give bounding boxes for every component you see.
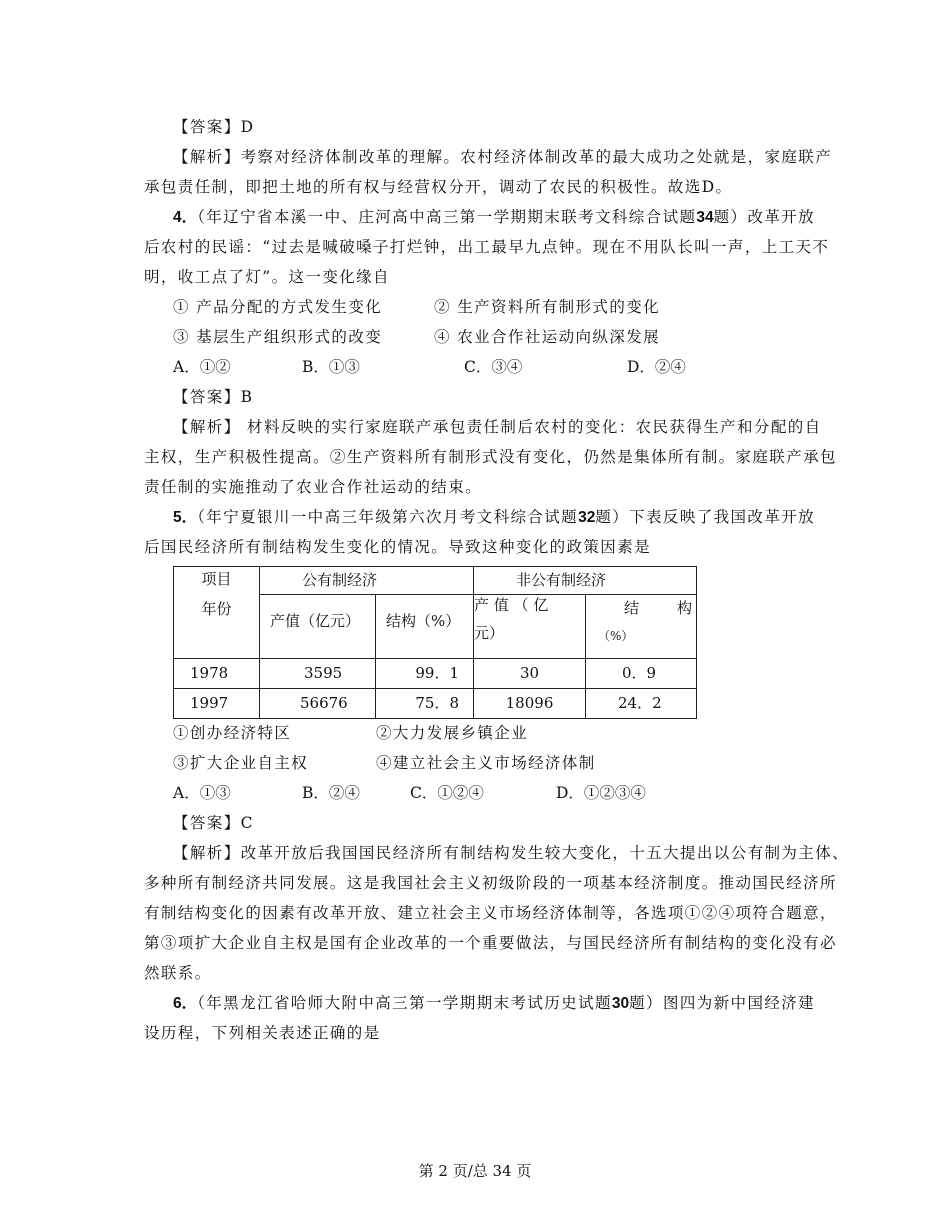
q5-item: ④建立社会主义市场经济体制 <box>376 754 596 772</box>
q3-analysis-line: 承包责任制，即把土地的所有权与经营权分开，调动了农民的积极性。故选D。 <box>144 178 733 196</box>
q5-number: 5． <box>173 509 198 526</box>
table-cell-np-pct: 24．2 <box>586 689 697 719</box>
table-header-structure-nonpublic-line: 结 构 <box>624 599 692 617</box>
table-header-output-nonpublic-line: 元） <box>474 624 505 642</box>
table-header-nonpublic: 非公有制经济 <box>474 567 697 595</box>
table-header-output-nonpublic-line: 产 值 （ 亿 <box>474 596 549 614</box>
q5-analysis-line: 【解析】改革开放后我国国民经济所有制结构发生较大变化，十五大提出以公有制为主体、 <box>173 844 850 862</box>
q6-number: 6． <box>173 995 198 1012</box>
q3-answer: 【答案】D <box>173 118 255 136</box>
q4-stem-line: 后农村的民谣：“过去是喊破嗓子打烂钟，出工最早九点钟。现在不用队长叫一声，上工天不 <box>144 238 830 256</box>
q4-item: ② 生产资料所有制形式的变化 <box>434 298 661 316</box>
q4-choice-b: B．①③ <box>302 358 360 376</box>
table-cell-pub-pct: 99．1 <box>376 659 474 689</box>
q5-analysis-line: 有制结构变化的因素有改革开放、建立社会主义市场经济体制等，各选项①②④项符合题意， <box>144 904 837 922</box>
q5-choice-d: D．①②③④ <box>556 784 646 802</box>
q5-item: ②大力发展乡镇企业 <box>376 724 529 742</box>
table-row <box>174 689 697 719</box>
q4-stem-line: 明，收工点了灯”。这一变化缘自 <box>144 268 390 286</box>
table-cell-year: 1978 <box>174 659 260 689</box>
table-header-corner <box>174 567 260 659</box>
table-cell-np-output: 18096 <box>474 689 586 719</box>
q3-analysis-line: 【解析】考察对经济体制改革的理解。农村经济体制改革的最大成功之处就是，家庭联产 <box>173 148 833 166</box>
q6-stem-number: 30 <box>611 995 630 1012</box>
q5-stem-text: （年宁夏银川一中高三年级第六次月考文科综合试题 <box>197 508 579 526</box>
q4-number: 4． <box>173 209 198 226</box>
q4-choice-d: D．②④ <box>627 358 686 376</box>
q4-analysis-line: 【解析】 材料反映的实行家庭联产承包责任制后农村的变化：农民获得生产和分配的自 <box>173 418 822 436</box>
q5-choice-a: A．①③ <box>173 784 231 802</box>
table-header-structure-nonpublic-line: （%） <box>598 629 634 643</box>
q4-choice-a: A．①② <box>173 358 231 376</box>
q6-stem-line <box>173 992 815 1015</box>
q4-stem-line <box>173 206 815 229</box>
q5-choice-b: B．②④ <box>302 784 360 802</box>
q4-stem-text: 题）改革开放 <box>713 208 816 226</box>
q5-item: ①创办经济特区 <box>173 724 292 742</box>
q4-item: ④ 农业合作社运动向纵深发展 <box>434 328 661 346</box>
table-cell-np-pct: 0．9 <box>586 659 697 689</box>
table-header-year: 年份 <box>201 600 232 618</box>
table-cell-np-output: 30 <box>474 659 586 689</box>
q5-stem-line: 后国民经济所有制结构发生变化的情况。导致这种变化的政策因素是 <box>144 538 652 556</box>
q5-choice-c: C．①②④ <box>410 784 484 802</box>
q6-stem-text: 题）图四为新中国经济建 <box>629 994 816 1012</box>
table-header-structure-nonpublic <box>586 595 697 659</box>
q5-item: ③扩大企业自主权 <box>173 754 309 772</box>
ownership-structure-table <box>173 566 697 719</box>
table-row <box>174 659 697 689</box>
q5-stem-line <box>173 506 815 529</box>
q6-stem-text: （年黑龙江省哈师大附中高三第一学期期末考试历史试题 <box>197 994 612 1012</box>
q4-answer: 【答案】B <box>173 388 254 406</box>
table-header-output: 产值（亿元） <box>260 595 376 659</box>
table-cell-pub-output: 56676 <box>260 689 376 719</box>
q5-stem-number: 32 <box>578 509 596 526</box>
table-cell-pub-pct: 75．8 <box>376 689 474 719</box>
q4-stem-text: （年辽宁省本溪一中、庄河高中高三第一学期期末联考文科综合试题 <box>197 208 697 226</box>
q5-answer: 【答案】C <box>173 814 254 832</box>
table-cell-pub-output: 3595 <box>260 659 376 689</box>
q4-analysis-line: 主权，生产积极性提高。②生产资料所有制形式没有变化，仍然是集体所有制。家庭联产承包 <box>144 448 837 466</box>
q6-stem-line: 设历程，下列相关表述正确的是 <box>144 1024 381 1042</box>
q4-item: ③ 基层生产组织形式的改变 <box>173 328 383 346</box>
q4-item: ① 产品分配的方式发生变化 <box>173 298 383 316</box>
page-footer: 第 2 页/总 34 页 <box>418 1162 532 1180</box>
q5-analysis-line: 第③项扩大企业自主权是国有企业改革的一个重要做法，与国民经济所有制结构的变化没有必 <box>144 934 837 952</box>
q5-stem-text: 题）下表反映了我国改革开放 <box>595 508 816 526</box>
q4-analysis-line: 责任制的实施推动了农业合作社运动的结束。 <box>144 478 483 496</box>
table-header-item: 项目 <box>201 570 232 588</box>
table-header-structure: 结构（%） <box>376 595 474 659</box>
table-cell-year: 1997 <box>174 689 260 719</box>
table-header-output-nonpublic <box>474 595 586 659</box>
q4-stem-number: 34 <box>696 209 714 226</box>
q4-choice-c: C．③④ <box>464 358 523 376</box>
table-header-public: 公有制经济 <box>260 567 474 595</box>
q5-analysis-line: 然联系。 <box>144 964 212 982</box>
q5-analysis-line: 多种所有制经济共同发展。这是我国社会主义初级阶段的一项基本经济制度。推动国民经济所 <box>144 874 837 892</box>
